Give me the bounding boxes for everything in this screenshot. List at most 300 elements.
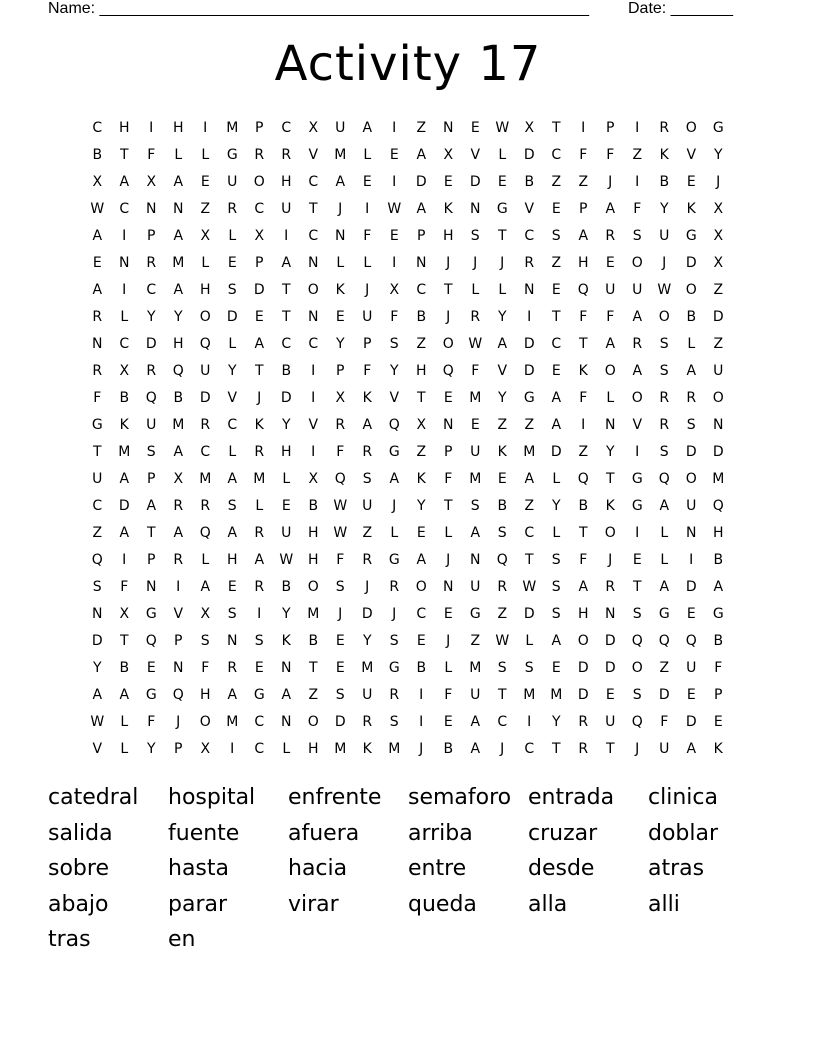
grid-letter[interactable]: C [497,713,508,730]
grid-letter[interactable]: A [227,686,238,703]
grid-letter[interactable]: H [199,686,212,703]
grid-letter[interactable]: O [631,254,644,271]
grid-letter[interactable]: A [470,524,481,541]
grid-letter[interactable]: R [389,578,400,595]
grid-letter[interactable]: N [308,308,319,325]
grid-letter[interactable]: L [660,524,669,541]
grid-letter[interactable]: B [686,308,697,325]
grid-letter[interactable]: H [280,173,293,190]
grid-letter[interactable]: Y [146,740,157,757]
grid-letter[interactable]: B [416,659,427,676]
grid-letter[interactable]: D [685,578,698,595]
grid-letter[interactable]: D [118,497,131,514]
grid-letter[interactable]: F [579,389,588,406]
grid-letter[interactable]: D [577,659,590,676]
grid-letter[interactable]: T [281,308,292,325]
grid-letter[interactable]: P [174,632,183,649]
grid-letter[interactable]: D [550,443,563,460]
grid-letter[interactable]: W [495,119,510,136]
grid-letter[interactable]: Y [281,605,292,622]
grid-letter[interactable]: G [712,119,725,136]
grid-letter[interactable]: U [713,362,724,379]
grid-letter[interactable]: P [444,443,453,460]
grid-letter[interactable]: X [389,281,400,298]
grid-letter[interactable]: W [522,578,537,595]
grid-letter[interactable]: C [281,335,292,352]
grid-letter[interactable]: Y [281,416,292,433]
grid-letter[interactable]: A [119,173,130,190]
grid-letter[interactable]: Q [388,416,401,433]
grid-letter[interactable]: M [550,686,563,703]
grid-letter[interactable]: O [253,173,266,190]
grid-letter[interactable]: M [307,605,320,622]
grid-letter[interactable]: U [470,578,481,595]
grid-letter[interactable]: L [174,146,183,163]
grid-letter[interactable]: T [119,632,130,649]
grid-letter[interactable]: C [254,713,265,730]
grid-letter[interactable]: G [388,659,401,676]
grid-letter[interactable]: D [658,686,671,703]
grid-letter[interactable]: E [362,173,373,190]
grid-letter[interactable]: I [176,578,181,595]
grid-letter[interactable]: A [254,551,265,568]
grid-letter[interactable]: C [254,200,265,217]
grid-letter[interactable]: Y [551,713,562,730]
grid-letter[interactable]: P [606,119,615,136]
grid-letter[interactable]: E [686,173,697,190]
grid-letter[interactable]: Z [713,335,724,352]
grid-letter[interactable]: F [120,578,129,595]
grid-letter[interactable]: A [92,686,103,703]
grid-letter[interactable]: H [226,551,239,568]
grid-letter[interactable]: R [632,335,643,352]
grid-letter[interactable]: E [551,659,562,676]
grid-letter[interactable]: D [253,281,266,298]
grid-letter[interactable]: R [227,659,238,676]
grid-letter[interactable]: N [173,659,184,676]
grid-letter[interactable]: V [470,146,481,163]
grid-letter[interactable]: A [686,740,697,757]
grid-letter[interactable]: T [92,443,103,460]
grid-letter[interactable]: R [200,497,211,514]
grid-letter[interactable]: A [470,740,481,757]
grid-letter[interactable]: E [443,173,454,190]
grid-letter[interactable]: B [713,632,724,649]
grid-letter[interactable]: D [712,308,725,325]
grid-letter[interactable]: Z [578,443,589,460]
grid-letter[interactable]: D [523,335,536,352]
grid-letter[interactable]: T [146,524,157,541]
grid-letter[interactable]: L [201,146,210,163]
grid-letter[interactable]: B [497,497,508,514]
grid-letter[interactable]: H [712,524,725,541]
grid-letter[interactable]: E [416,632,427,649]
grid-letter[interactable]: E [254,659,265,676]
grid-letter[interactable]: R [200,416,211,433]
grid-letter[interactable]: I [122,551,127,568]
grid-letter[interactable]: D [280,389,293,406]
grid-letter[interactable]: O [712,389,725,406]
grid-letter[interactable]: U [686,659,697,676]
grid-letter[interactable]: E [551,362,562,379]
grid-letter[interactable]: A [227,524,238,541]
grid-letter[interactable]: A [416,146,427,163]
grid-letter[interactable]: U [227,173,238,190]
grid-letter[interactable]: S [389,713,400,730]
grid-letter[interactable]: S [659,443,670,460]
grid-letter[interactable]: C [416,281,427,298]
grid-letter[interactable]: A [173,524,184,541]
grid-letter[interactable]: H [118,119,131,136]
grid-letter[interactable]: U [92,470,103,487]
grid-letter[interactable]: C [119,200,130,217]
grid-letter[interactable]: T [632,578,643,595]
grid-letter[interactable]: A [362,416,373,433]
grid-letter[interactable]: D [145,335,158,352]
grid-letter[interactable]: K [335,281,346,298]
grid-letter[interactable]: T [497,227,508,244]
grid-letter[interactable]: F [363,362,372,379]
grid-letter[interactable]: R [146,254,157,271]
grid-letter[interactable]: D [415,173,428,190]
grid-letter[interactable]: Q [172,362,185,379]
grid-letter[interactable]: V [173,605,184,622]
grid-letter[interactable]: J [608,173,613,190]
grid-letter[interactable]: J [365,281,370,298]
grid-letter[interactable]: Y [551,497,562,514]
grid-letter[interactable]: Z [416,335,427,352]
grid-letter[interactable]: R [389,686,400,703]
grid-letter[interactable]: A [632,308,643,325]
grid-letter[interactable]: E [92,254,103,271]
grid-letter[interactable]: X [146,173,157,190]
grid-letter[interactable]: D [334,713,347,730]
grid-letter[interactable]: G [712,605,725,622]
grid-letter[interactable]: N [605,416,616,433]
grid-letter[interactable]: F [633,200,642,217]
grid-letter[interactable]: J [338,200,343,217]
grid-letter[interactable]: X [416,416,427,433]
grid-letter[interactable]: T [551,119,562,136]
grid-letter[interactable]: E [146,659,157,676]
grid-letter[interactable]: X [713,200,724,217]
grid-letter[interactable]: D [361,605,374,622]
grid-letter[interactable]: V [92,740,103,757]
grid-letter[interactable]: A [281,254,292,271]
grid-letter[interactable]: P [336,362,345,379]
grid-letter[interactable]: P [579,200,588,217]
grid-letter[interactable]: Q [658,470,671,487]
grid-letter[interactable]: I [257,605,262,622]
grid-letter[interactable]: N [308,254,319,271]
grid-letter[interactable]: C [416,605,427,622]
grid-letter[interactable]: B [281,362,292,379]
grid-letter[interactable]: S [659,335,670,352]
grid-letter[interactable]: A [335,173,346,190]
grid-letter[interactable]: R [254,578,265,595]
grid-letter[interactable]: Z [632,146,643,163]
grid-letter[interactable]: I [581,119,586,136]
grid-letter[interactable]: T [497,686,508,703]
grid-letter[interactable]: E [605,686,616,703]
grid-letter[interactable]: X [443,146,454,163]
grid-letter[interactable]: S [632,605,643,622]
grid-letter[interactable]: E [443,605,454,622]
grid-letter[interactable]: V [632,416,643,433]
grid-letter[interactable]: E [470,416,481,433]
grid-letter[interactable]: F [147,146,156,163]
grid-letter[interactable]: C [92,497,103,514]
grid-letter[interactable]: Q [172,686,185,703]
grid-letter[interactable]: K [605,497,616,514]
grid-letter[interactable]: A [416,551,427,568]
grid-letter[interactable]: E [686,686,697,703]
grid-letter[interactable]: Y [146,308,157,325]
grid-letter[interactable]: D [604,659,617,676]
grid-letter[interactable]: H [172,119,185,136]
grid-letter[interactable]: J [338,605,343,622]
grid-letter[interactable]: C [200,443,211,460]
grid-letter[interactable]: L [498,281,507,298]
grid-letter[interactable]: C [308,173,319,190]
grid-letter[interactable]: Q [334,470,347,487]
grid-letter[interactable]: Y [227,362,238,379]
grid-letter[interactable]: N [146,578,157,595]
grid-letter[interactable]: F [714,659,723,676]
grid-letter[interactable]: Y [389,362,400,379]
grid-letter[interactable]: Q [685,632,698,649]
grid-letter[interactable]: R [686,389,697,406]
grid-letter[interactable]: D [469,173,482,190]
grid-letter[interactable]: N [281,659,292,676]
grid-letter[interactable]: Y [659,200,670,217]
grid-letter[interactable]: B [173,389,184,406]
grid-letter[interactable]: L [120,713,129,730]
grid-letter[interactable]: O [199,308,212,325]
grid-letter[interactable]: S [686,416,697,433]
grid-letter[interactable]: V [524,200,535,217]
grid-letter[interactable]: I [635,173,640,190]
grid-letter[interactable]: Z [578,173,589,190]
grid-letter[interactable]: A [200,578,211,595]
grid-letter[interactable]: S [146,443,157,460]
grid-letter[interactable]: L [228,227,237,244]
grid-letter[interactable]: C [524,227,535,244]
grid-letter[interactable]: F [363,227,372,244]
grid-letter[interactable]: Q [442,362,455,379]
grid-letter[interactable]: F [579,308,588,325]
grid-letter[interactable]: A [416,200,427,217]
grid-letter[interactable]: L [282,470,291,487]
grid-letter[interactable]: U [335,119,346,136]
grid-letter[interactable]: Z [200,200,211,217]
grid-letter[interactable]: B [578,497,589,514]
grid-letter[interactable]: I [392,173,397,190]
grid-letter[interactable]: S [362,470,373,487]
grid-letter[interactable]: M [118,443,131,460]
grid-letter[interactable]: N [335,227,346,244]
grid-letter[interactable]: I [203,119,208,136]
grid-letter[interactable]: A [632,362,643,379]
grid-letter[interactable]: E [551,281,562,298]
grid-letter[interactable]: S [389,632,400,649]
grid-letter[interactable]: P [147,227,156,244]
grid-letter[interactable]: T [578,524,589,541]
grid-letter[interactable]: U [362,497,373,514]
grid-letter[interactable]: T [551,308,562,325]
grid-letter[interactable]: Z [416,119,427,136]
grid-letter[interactable]: B [119,389,130,406]
grid-letter[interactable]: K [254,416,265,433]
grid-letter[interactable]: U [605,713,616,730]
grid-letter[interactable]: S [335,578,346,595]
grid-letter[interactable]: I [635,443,640,460]
grid-letter[interactable]: S [497,524,508,541]
grid-letter[interactable]: B [713,551,724,568]
grid-letter[interactable]: I [419,686,424,703]
grid-letter[interactable]: X [308,470,319,487]
grid-letter[interactable]: Q [199,335,212,352]
grid-letter[interactable]: Q [199,524,212,541]
grid-letter[interactable]: J [446,551,451,568]
grid-letter[interactable]: S [227,281,238,298]
grid-letter[interactable]: A [551,632,562,649]
grid-letter[interactable]: B [524,173,535,190]
grid-letter[interactable]: E [497,470,508,487]
grid-letter[interactable]: Q [631,713,644,730]
grid-letter[interactable]: L [660,551,669,568]
grid-letter[interactable]: R [254,524,265,541]
grid-letter[interactable]: E [632,551,643,568]
grid-letter[interactable]: N [470,551,481,568]
grid-letter[interactable]: V [227,389,238,406]
grid-letter[interactable]: O [307,713,320,730]
grid-letter[interactable]: R [146,362,157,379]
grid-letter[interactable]: N [173,200,184,217]
grid-letter[interactable]: H [307,551,320,568]
grid-letter[interactable]: S [632,686,643,703]
grid-letter[interactable]: K [362,389,373,406]
grid-letter[interactable]: L [390,524,399,541]
grid-letter[interactable]: A [659,497,670,514]
grid-letter[interactable]: Z [524,497,535,514]
grid-letter[interactable]: B [308,497,319,514]
grid-letter[interactable]: X [524,119,535,136]
grid-letter[interactable]: B [308,632,319,649]
grid-letter[interactable]: L [228,335,237,352]
grid-letter[interactable]: U [659,227,670,244]
grid-letter[interactable]: A [92,227,103,244]
grid-letter[interactable]: N [281,713,292,730]
grid-letter[interactable]: S [659,362,670,379]
grid-letter[interactable]: G [469,605,482,622]
grid-letter[interactable]: U [470,686,481,703]
grid-letter[interactable]: N [713,416,724,433]
grid-letter[interactable]: C [308,227,319,244]
grid-letter[interactable]: A [551,416,562,433]
grid-letter[interactable]: N [443,416,454,433]
grid-letter[interactable]: R [659,389,670,406]
grid-letter[interactable]: L [552,470,561,487]
grid-letter[interactable]: O [631,389,644,406]
grid-letter[interactable]: I [122,281,127,298]
grid-letter[interactable]: J [392,605,397,622]
grid-letter[interactable]: M [199,470,212,487]
grid-letter[interactable]: N [416,254,427,271]
grid-letter[interactable]: P [147,551,156,568]
grid-letter[interactable]: B [416,308,427,325]
grid-letter[interactable]: N [686,524,697,541]
grid-letter[interactable]: D [712,443,725,460]
grid-letter[interactable]: A [551,389,562,406]
grid-letter[interactable]: D [685,254,698,271]
grid-letter[interactable]: W [333,524,348,541]
grid-letter[interactable]: R [173,551,184,568]
grid-letter[interactable]: N [92,605,103,622]
grid-letter[interactable]: F [390,308,399,325]
grid-letter[interactable]: U [281,524,292,541]
grid-letter[interactable]: J [446,308,451,325]
grid-letter[interactable]: O [577,632,590,649]
grid-letter[interactable]: H [172,335,185,352]
grid-letter[interactable]: I [311,362,316,379]
grid-letter[interactable]: X [713,254,724,271]
grid-letter[interactable]: Y [713,146,724,163]
grid-letter[interactable]: E [443,713,454,730]
grid-letter[interactable]: S [227,497,238,514]
grid-letter[interactable]: G [388,551,401,568]
grid-letter[interactable]: F [93,389,102,406]
grid-letter[interactable]: M [469,659,482,676]
grid-letter[interactable]: S [335,686,346,703]
grid-letter[interactable]: B [443,740,454,757]
grid-letter[interactable]: G [496,200,509,217]
grid-letter[interactable]: A [254,335,265,352]
grid-letter[interactable]: U [632,281,643,298]
grid-letter[interactable]: T [524,551,535,568]
grid-letter[interactable]: D [685,443,698,460]
grid-letter[interactable]: A [119,470,130,487]
grid-letter[interactable]: R [362,713,373,730]
grid-letter[interactable]: P [255,119,264,136]
grid-letter[interactable]: S [254,632,265,649]
grid-letter[interactable]: Q [145,389,158,406]
grid-letter[interactable]: L [687,335,696,352]
grid-letter[interactable]: W [387,200,402,217]
grid-letter[interactable]: I [635,524,640,541]
grid-letter[interactable]: U [686,497,697,514]
grid-letter[interactable]: K [443,200,454,217]
grid-letter[interactable]: L [444,659,453,676]
grid-letter[interactable]: G [685,227,698,244]
grid-letter[interactable]: P [174,740,183,757]
grid-letter[interactable]: X [200,227,211,244]
grid-letter[interactable]: O [199,713,212,730]
grid-letter[interactable]: D [523,605,536,622]
grid-letter[interactable]: H [307,740,320,757]
grid-letter[interactable]: C [308,335,319,352]
grid-letter[interactable]: Z [497,416,508,433]
grid-letter[interactable]: O [685,119,698,136]
grid-letter[interactable]: Q [658,632,671,649]
grid-letter[interactable]: V [389,389,400,406]
grid-letter[interactable]: Z [470,632,481,649]
grid-letter[interactable]: N [605,605,616,622]
grid-letter[interactable]: X [200,605,211,622]
grid-letter[interactable]: O [442,335,455,352]
grid-letter[interactable]: W [333,497,348,514]
grid-letter[interactable]: F [444,686,453,703]
